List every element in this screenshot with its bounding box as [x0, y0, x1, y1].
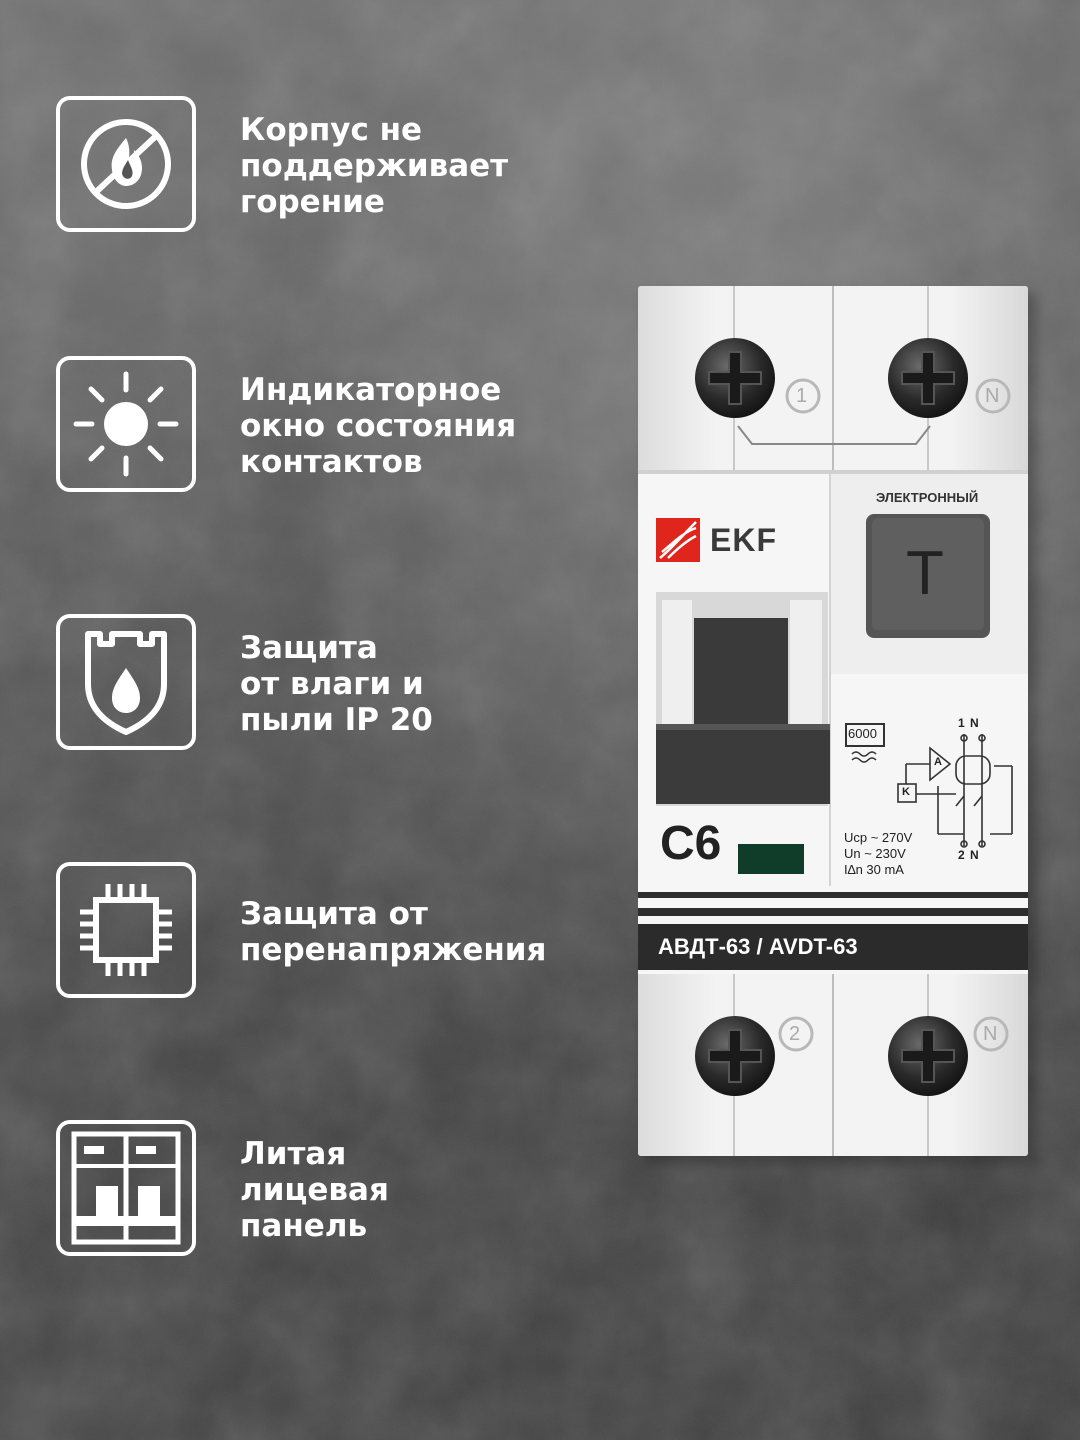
feature-label: Защита от перенапряжения	[240, 896, 547, 968]
screw-terminal-n-top	[888, 338, 968, 418]
terminal-label-2: 2	[789, 1023, 801, 1045]
feature-label: Индикаторное окно состояния контактов	[240, 372, 517, 480]
chip-icon	[56, 862, 196, 998]
scheme-k-label: K	[902, 786, 910, 798]
terminal-label-1: 1	[796, 385, 808, 407]
fire-resistant-icon	[56, 96, 196, 232]
test-label: ЭЛЕКТРОННЫЙ	[876, 490, 979, 505]
rcbo-device	[638, 286, 1028, 1156]
model-label: АВДТ-63 / AVDT-63	[658, 934, 858, 959]
spec-line: Un ~ 230V	[844, 846, 906, 861]
shield-drop-icon	[56, 614, 196, 750]
screw-terminal-n-bottom	[888, 1016, 968, 1096]
feature-label: Защита от влаги и пыли IP 20	[240, 630, 433, 738]
feature-fire-resistant	[56, 96, 616, 236]
test-button-label: T	[906, 539, 944, 608]
rating-label: C6	[660, 817, 722, 870]
brand-name: EKF	[710, 522, 777, 558]
feature-molded-panel	[56, 1120, 616, 1260]
terminal-label-n-bottom: N	[983, 1023, 998, 1045]
spec-line: I∆n 30 mA	[844, 862, 904, 877]
screw-terminal-2	[695, 1016, 775, 1096]
scheme-bottom-label: 2 N	[958, 848, 979, 862]
feature-label: Литая лицевая панель	[240, 1136, 389, 1244]
breaking-capacity: 6000	[848, 726, 877, 741]
feature-ip20	[56, 614, 616, 754]
switch-handle[interactable]	[694, 618, 788, 728]
terminal-label-n-top: N	[985, 385, 1000, 407]
sun-indicator-icon	[56, 356, 196, 492]
spec-line: Ucp ~ 270V	[844, 830, 913, 845]
ekf-logo	[656, 518, 700, 562]
feature-indicator-window	[56, 356, 616, 496]
indicator-window	[738, 844, 804, 874]
scheme-top-label: 1 N	[958, 716, 979, 730]
feature-label: Корпус не поддерживает горение	[240, 112, 509, 220]
feature-overvoltage	[56, 862, 616, 1002]
panel-icon	[56, 1120, 196, 1256]
screw-terminal-1	[695, 338, 775, 418]
scheme-a-label: A	[934, 756, 942, 768]
